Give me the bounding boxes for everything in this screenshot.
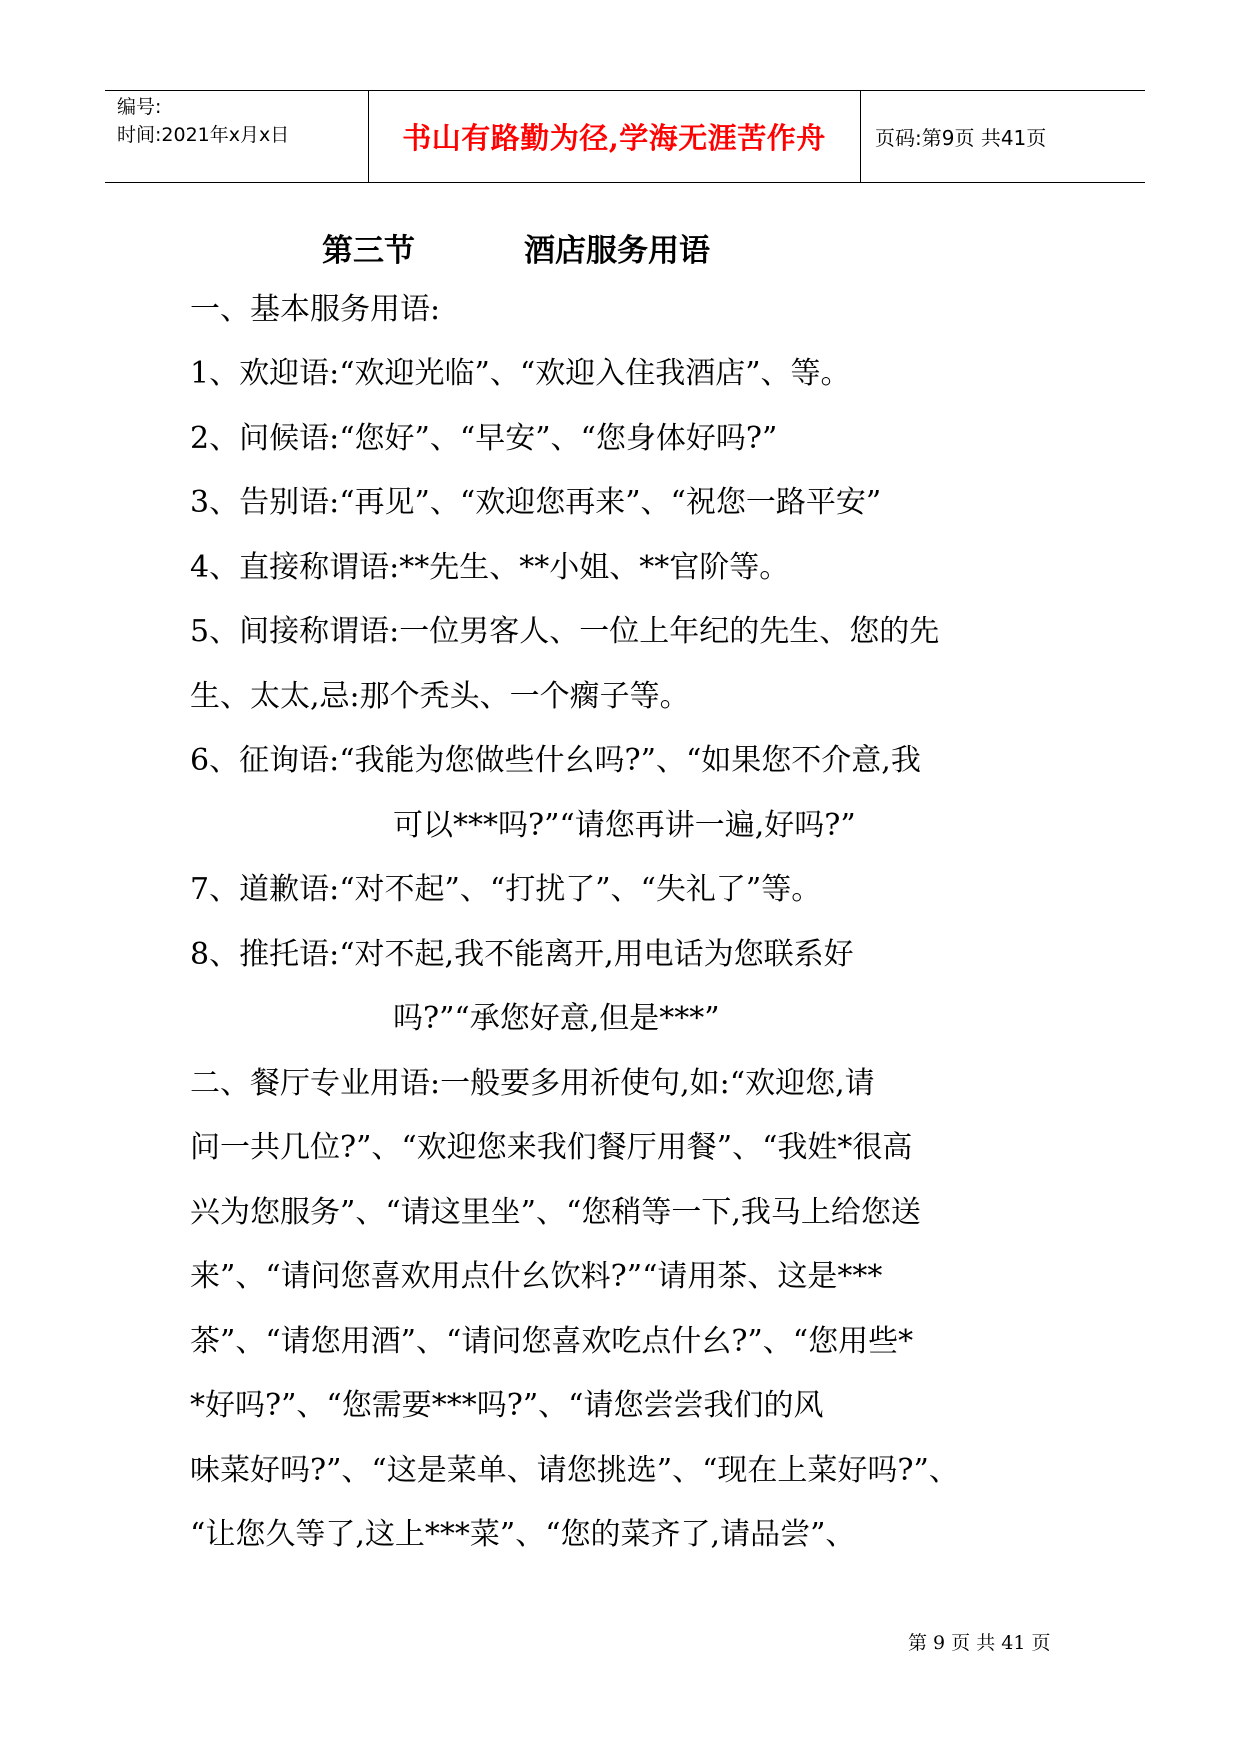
body-line: 来”、“请问您喜欢用点什幺饮料?”“请用茶、这是*** xyxy=(190,1259,883,1294)
body-line: 5、间接称谓语:一位男客人、一位上年纪的先生、您的先 xyxy=(190,614,940,649)
body-line: 3、告别语:“再见”、“欢迎您再来”、“祝您一路平安” xyxy=(190,485,882,520)
body-line: 生、太太,忌:那个秃头、一个瘸子等。 xyxy=(190,679,690,714)
body-line: 吗?”“承您好意,但是***” xyxy=(393,1001,720,1036)
body-line: 4、直接称谓语:**先生、**小姐、**官阶等。 xyxy=(190,550,790,585)
body-line: 兴为您服务”、“请这里坐”、“您稍等一下,我马上给您送 xyxy=(190,1195,921,1230)
header-meta xyxy=(117,93,289,149)
page-footer: 第 9 页 共 41 页 xyxy=(908,1632,1051,1654)
body-line: *好吗?”、“您需要***吗?”、“请您尝尝我们的风 xyxy=(190,1388,824,1423)
body-line: 7、道歉语:“对不起”、“打扰了”、“失礼了”等。 xyxy=(190,872,822,907)
body-line: 二、餐厅专业用语:一般要多用祈使句,如:“欢迎您,请 xyxy=(190,1066,875,1101)
section-number: 第三节 xyxy=(322,233,415,269)
body-line: 问一共几位?”、“欢迎您来我们餐厅用餐”、“我姓*很高 xyxy=(190,1130,913,1165)
header-page-info: 页码:第9页 共41页 xyxy=(875,126,1047,150)
header-number-label: 编号: xyxy=(117,96,162,118)
section-title: 酒店服务用语 xyxy=(524,233,710,269)
body-line: 味菜好吗?”、“这是菜单、请您挑选”、“现在上菜好吗?”、 xyxy=(190,1453,959,1488)
body-line: 一、基本服务用语: xyxy=(190,292,441,327)
header-divider-right xyxy=(860,91,861,182)
header-motto: 书山有路勤为径,学海无涯苦作舟 xyxy=(402,121,826,155)
page-header xyxy=(105,90,1145,183)
body-line: 8、推托语:“对不起,我不能离开,用电话为您联系好 xyxy=(190,937,854,972)
body-line: 6、征询语:“我能为您做些什幺吗?”、“如果您不介意,我 xyxy=(190,743,921,778)
body-line: 可以***吗?”“请您再讲一遍,好吗?” xyxy=(393,808,856,843)
body-line: 茶”、“请您用酒”、“请问您喜欢吃点什幺?”、“您用些* xyxy=(190,1324,914,1359)
body-line: “让您久等了,这上***菜”、“您的菜齐了,请品尝”、 xyxy=(190,1517,856,1552)
header-time-label: 时间:2021年x月x日 xyxy=(117,124,290,146)
body-line: 2、问候语:“您好”、“早安”、“您身体好吗?” xyxy=(190,421,778,456)
body-line: 1、欢迎语:“欢迎光临”、“欢迎入住我酒店”、等。 xyxy=(190,356,851,391)
